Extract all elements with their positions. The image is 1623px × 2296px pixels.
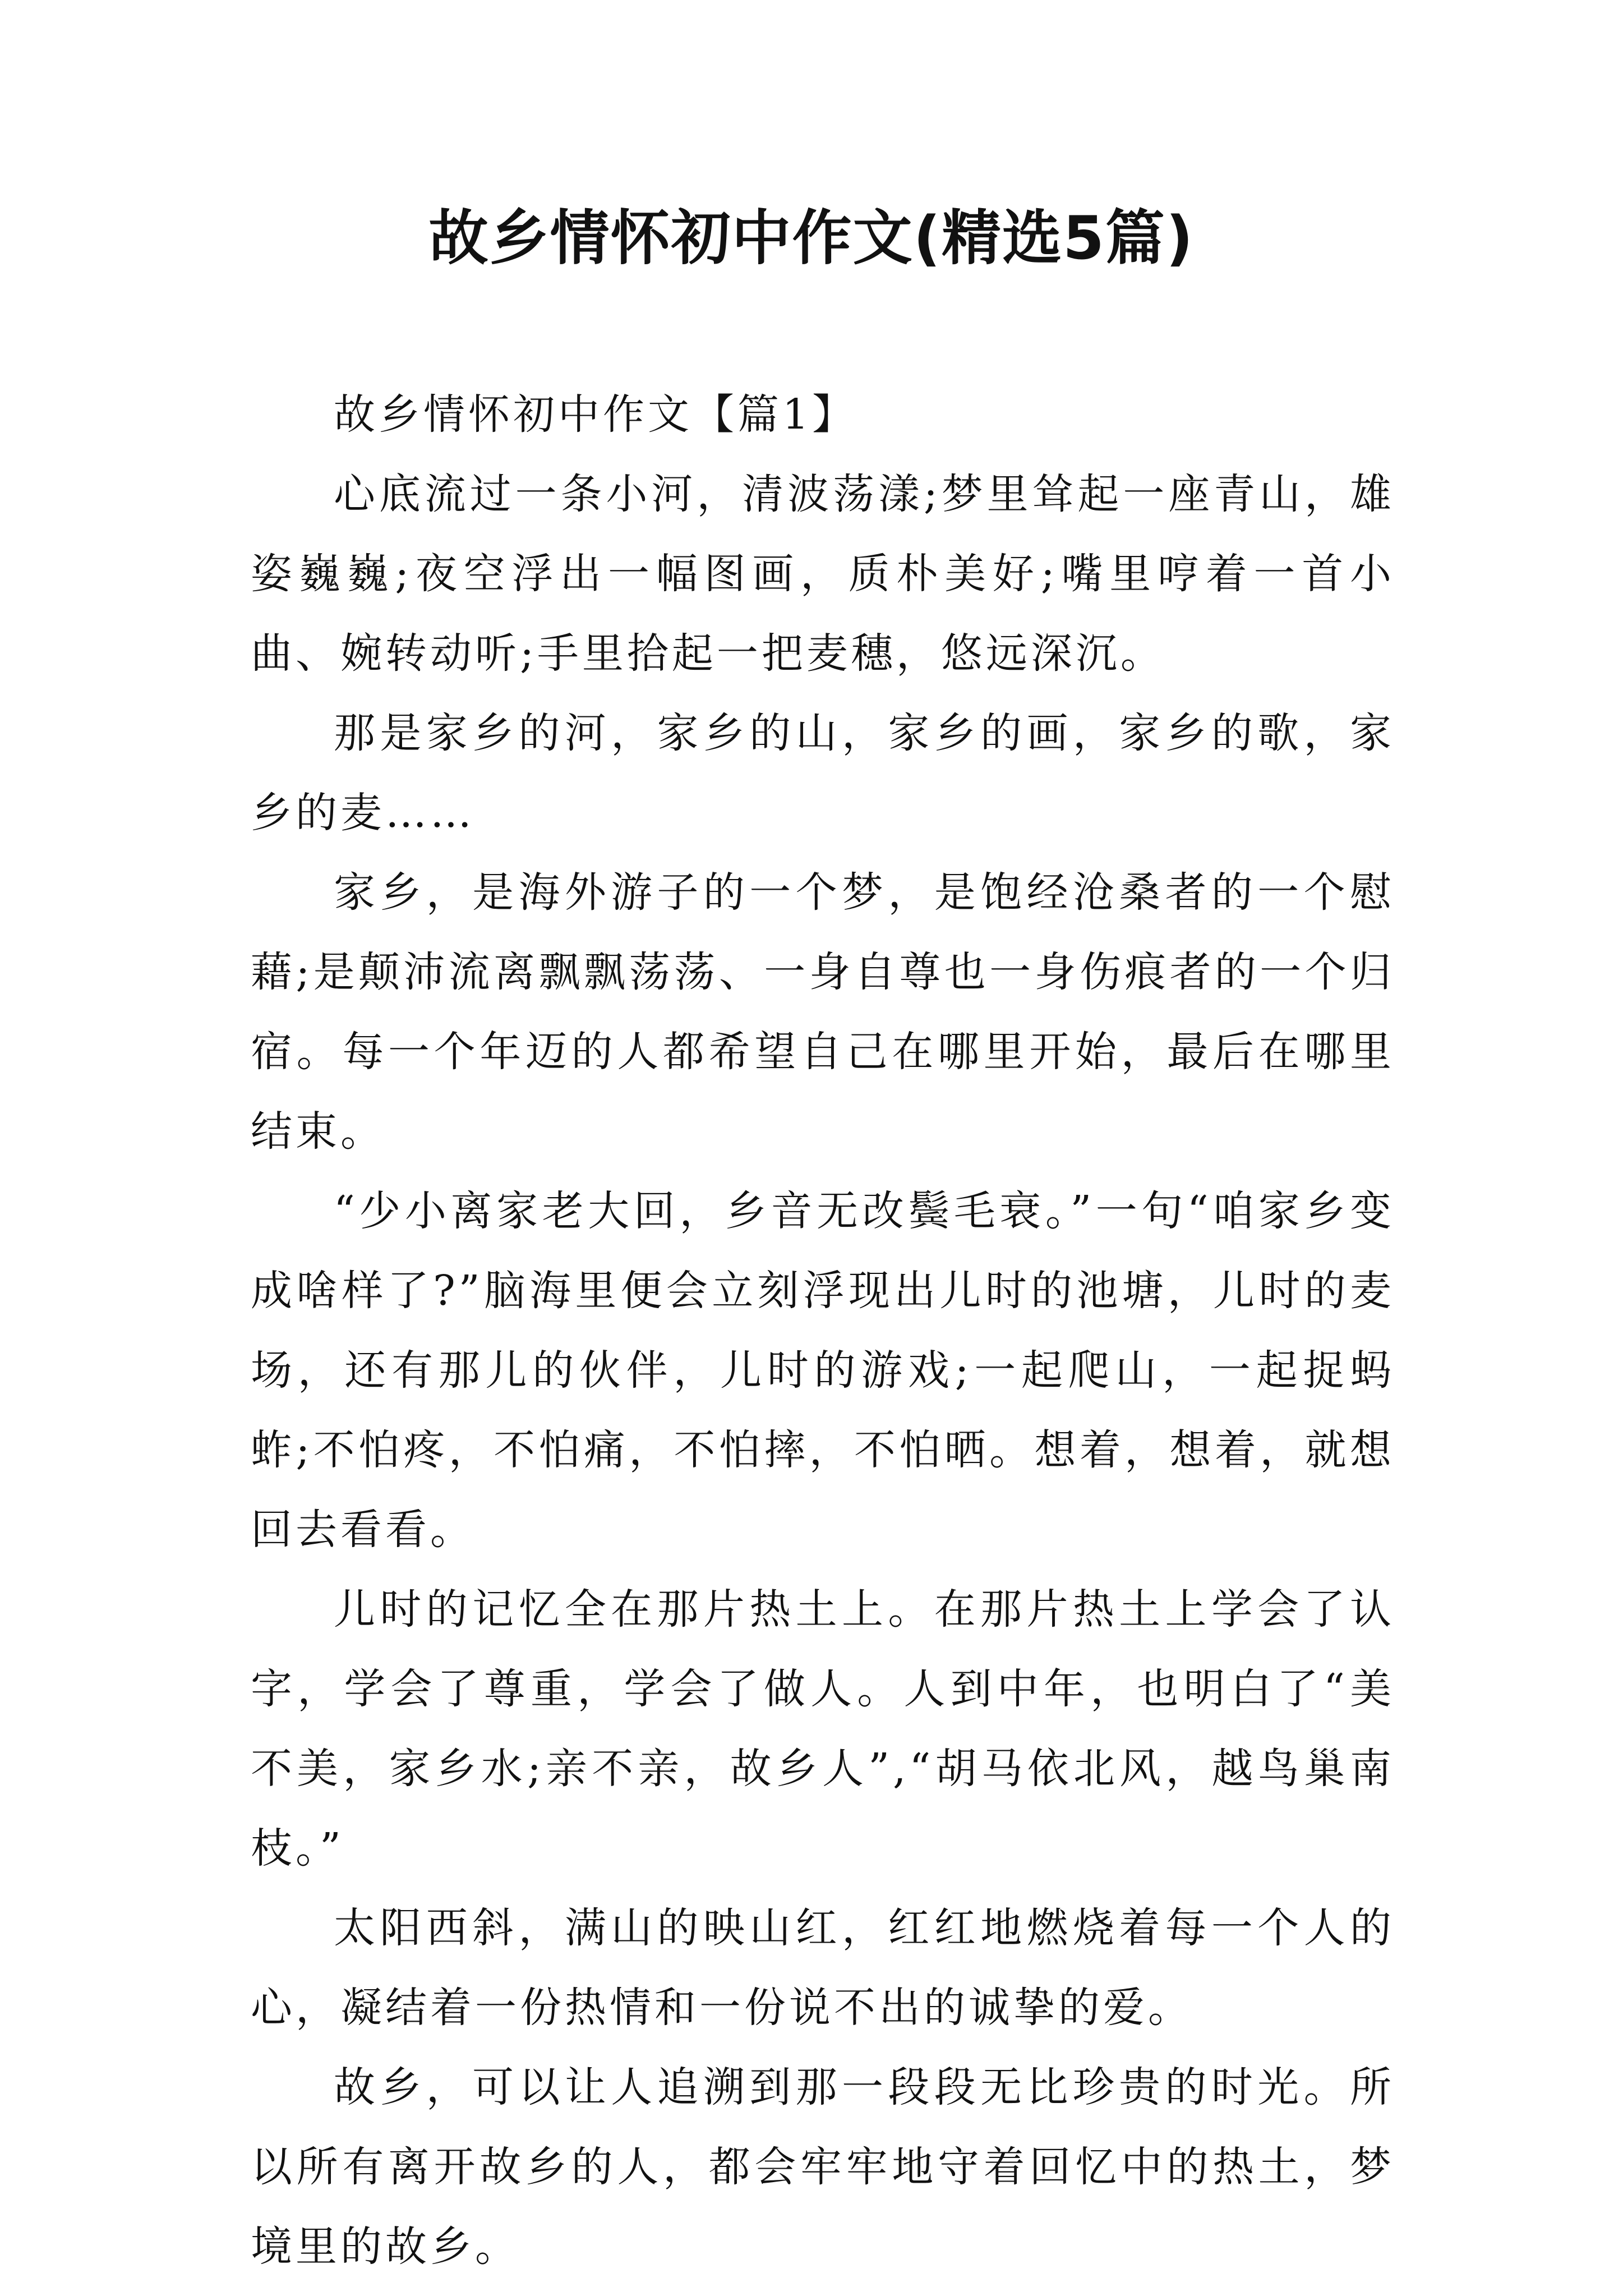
paragraph-4: “少小离家老大回，乡音无改鬓毛衰。”一句“咱家乡变成啥样了?”脑海里便会立刻浮现出儿时的池塘，儿时的麦场，还有那儿的伙伴，儿时的游戏;一起爬山，一起捉蚂蚱;不怕疼，不怕痛，不怕摔，不怕晒。想着，想着，就想回去看看。 bbox=[251, 1187, 1395, 1554]
paragraph-1: 心底流过一条小河，清波荡漾;梦里耸起一座青山，雄姿巍巍;夜空浮出一幅图画，质朴美好;嘴里哼着一首小曲、婉转动听;手里拾起一把麦穗，悠远深沉。 bbox=[251, 470, 1395, 678]
paragraph-3: 家乡，是海外游子的一个梦，是饱经沧桑者的一个慰藉;是颠沛流离飘飘荡荡、一身自尊也一身伤痕者的一个归宿。每一个年迈的人都希望自己在哪里开始，最后在哪里结束。 bbox=[251, 868, 1395, 1156]
document-title: 故乡情怀初中作文(精选5篇) bbox=[428, 204, 1195, 273]
paragraph-6: 太阳西斜，满山的映山红，红红地燃烧着每一个人的心，凝结着一份热情和一份说不出的诚挚的爱。 bbox=[251, 1904, 1395, 2032]
paragraph-2: 那是家乡的河，家乡的山，家乡的画，家乡的歌，家乡的麦…… bbox=[251, 709, 1395, 837]
section-heading: 故乡情怀初中作文【篇1】 bbox=[334, 390, 857, 439]
paragraph-7: 故乡，可以让人追溯到那一段段无比珍贵的时光。所以所有离开故乡的人，都会牢牢地守着回忆中的热土，梦境里的故乡。 bbox=[251, 2063, 1395, 2271]
paragraph-5: 儿时的记忆全在那片热土上。在那片热土上学会了认字，学会了尊重，学会了做人。人到中年，也明白了“美不美，家乡水;亲不亲，故乡人”,“胡马依北风，越鸟巢南枝。” bbox=[251, 1585, 1395, 1872]
document-body bbox=[251, 375, 1395, 2286]
